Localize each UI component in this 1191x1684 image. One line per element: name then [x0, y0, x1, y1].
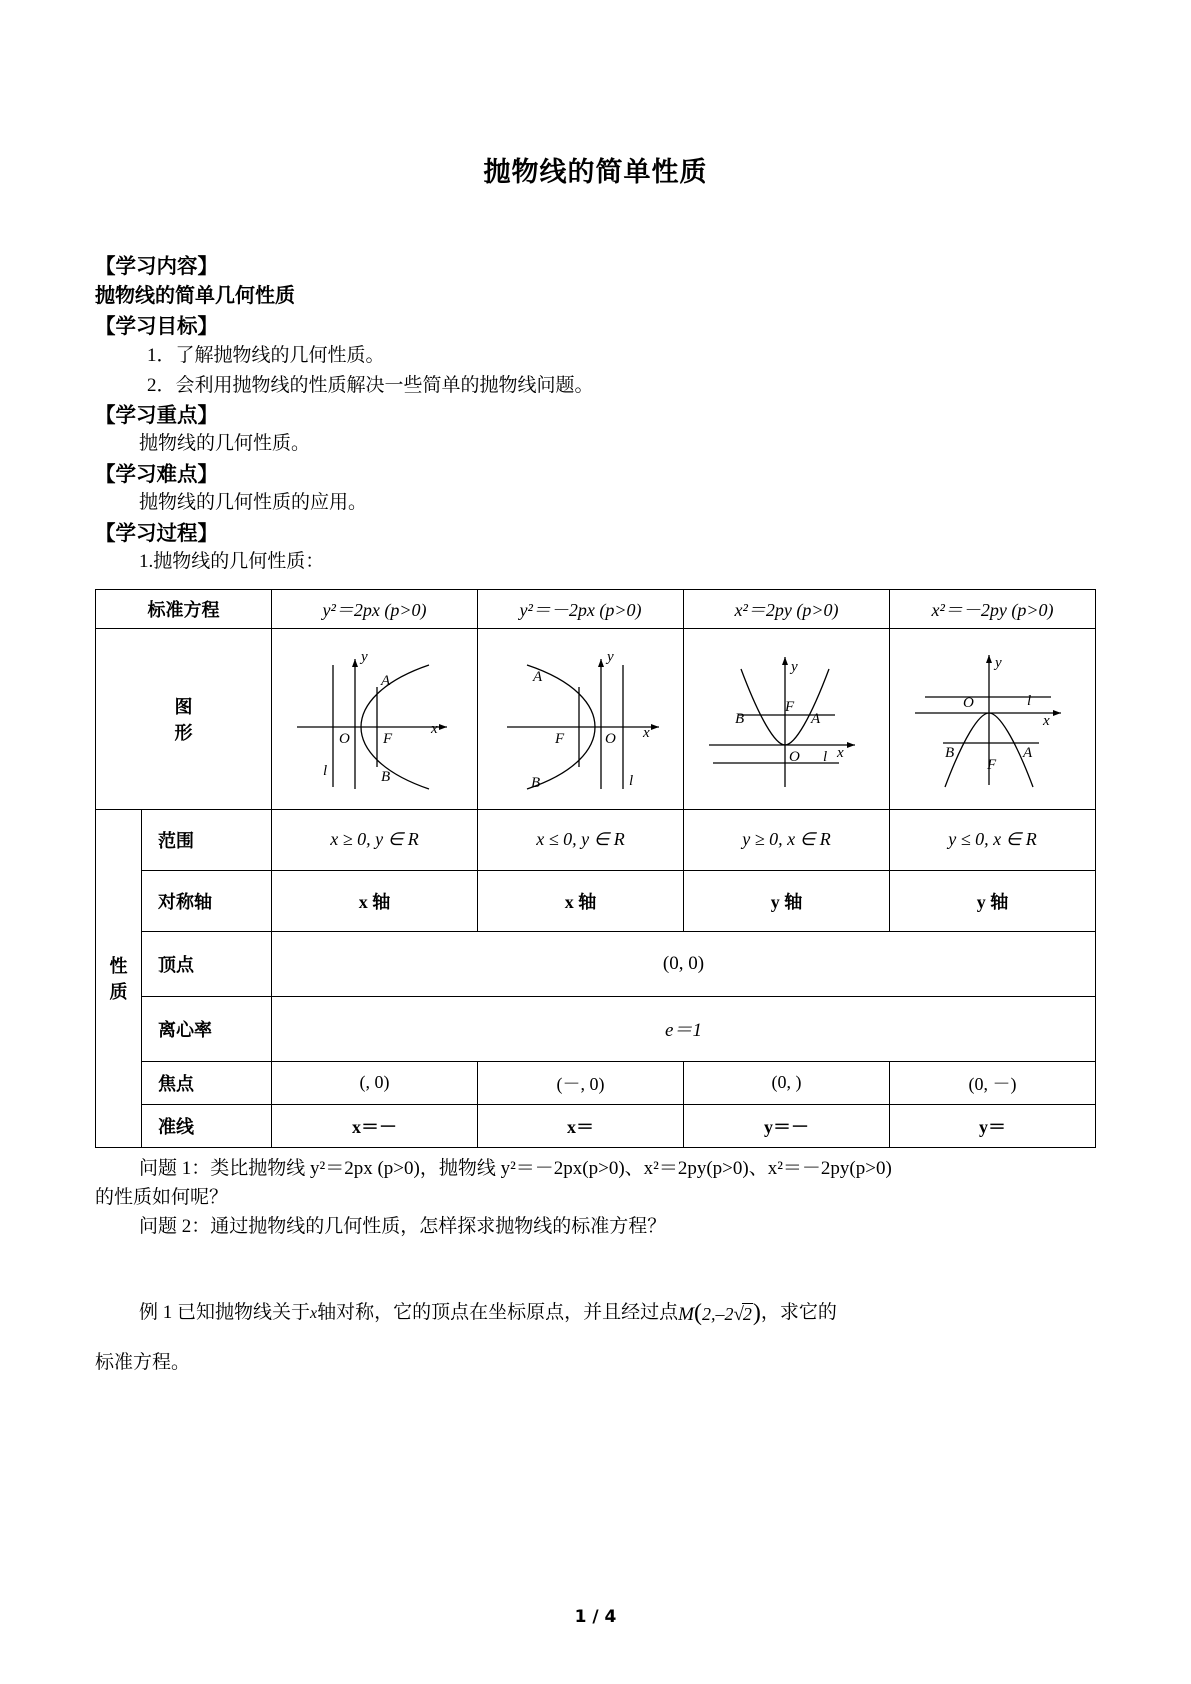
example-1-text-a: 例 1 已知抛物线关于 — [139, 1301, 311, 1323]
example-block — [95, 1286, 1096, 1385]
question-2-lead: 问题 2： — [139, 1216, 211, 1238]
directrix-cell-1: x＝－ — [272, 1104, 478, 1147]
process-item-1: 1.抛物线的几何性质： — [139, 551, 325, 573]
figure-3-label-O: O — [788, 748, 800, 765]
equation-cell-2: y²＝－2px (p>0) — [478, 589, 684, 628]
row-label-vertex: 顶点 — [142, 931, 272, 996]
question-1-text: 类比抛物线 y²＝2px (p>0)，抛物线 y²＝－2px(p>0)、x²＝2py(p>0)、x²＝－2py(p>0) — [210, 1157, 892, 1179]
example-1-point-label: M — [678, 1303, 694, 1325]
row-label-directrix: 准线 — [142, 1104, 272, 1147]
figure-2-label-O: O — [604, 730, 616, 747]
axis-cell-1: x 轴 — [272, 870, 478, 931]
figure-2-label-B: B — [530, 774, 540, 791]
figure-4-label-B: B — [944, 744, 954, 761]
goal-item-2: 2．会利用抛物线的性质解决一些简单的抛物线问题。 — [147, 374, 594, 396]
row-label-figure: 图 形 — [96, 628, 272, 809]
figure-cell-left-opening — [478, 628, 684, 809]
difficulty-text: 抛物线的几何性质的应用。 — [139, 492, 368, 514]
vertex-value: (0, 0) — [272, 931, 1096, 996]
parabola-figure-2 — [483, 639, 679, 799]
row-label-standard-equation: 标准方程 — [96, 589, 272, 628]
equation-cell-4: x²＝－2py (p>0) — [890, 589, 1096, 628]
questions-block — [95, 1154, 1096, 1242]
table-row-directrix — [96, 1104, 1096, 1147]
range-cell-2: x ≤ 0, y ∈ R — [478, 809, 684, 870]
table-row-focus — [96, 1061, 1096, 1104]
figure-3-label-y: y — [790, 658, 798, 675]
example-1-text-b: 轴对称，它的顶点在坐标原点，并且经过点 — [317, 1301, 679, 1323]
section-heading-keypoint: 【学习重点】 — [95, 403, 218, 428]
figure-1-label-A: A — [380, 672, 390, 689]
figure-4-label-A: A — [1022, 744, 1032, 761]
parabola-figure-4 — [895, 639, 1091, 799]
parabola-figure-1 — [277, 639, 473, 799]
focus-cell-4: (0, －) — [890, 1061, 1096, 1104]
focus-cell-2: (－, 0) — [478, 1061, 684, 1104]
question-2-line-1 — [95, 1212, 1096, 1241]
figure-4-label-y: y — [994, 654, 1002, 671]
row-label-range: 范围 — [142, 809, 272, 870]
parabola-figure-3 — [689, 639, 885, 799]
figure-cell-up-opening — [684, 628, 890, 809]
figure-3-label-F: F — [784, 698, 794, 715]
table-row-axis — [96, 870, 1096, 931]
table-row-figure — [96, 628, 1096, 809]
figure-3-label-B: B — [734, 710, 744, 727]
figure-2-label-A: A — [532, 668, 542, 685]
example-1-line-1 — [95, 1286, 1096, 1341]
axis-cell-2: x 轴 — [478, 870, 684, 931]
figure-4-label-O: O — [962, 694, 974, 711]
table-row-range — [96, 809, 1096, 870]
example-1-radicand: 2 — [742, 1303, 752, 1324]
figure-1-label-y: y — [360, 648, 368, 665]
section-heading-content: 【学习内容】 — [95, 254, 218, 278]
section-heading-difficulty: 【学习难点】 — [95, 461, 218, 486]
question-2-text: 通过抛物线的几何性质，怎样探求抛物线的标准方程？ — [210, 1216, 667, 1238]
axis-cell-3: y 轴 — [684, 870, 890, 931]
figure-1-label-F: F — [382, 730, 392, 747]
question-1-line-2: 的性质如何呢？ — [95, 1187, 229, 1209]
range-cell-3: y ≥ 0, x ∈ R — [684, 809, 890, 870]
axis-cell-4: y 轴 — [890, 870, 1096, 931]
page-title: 抛物线的简单性质 — [483, 157, 708, 188]
example-1-line-2: 标准方程。 — [95, 1352, 191, 1374]
figure-cell-right-opening — [272, 628, 478, 809]
question-1-lead: 问题 1： — [139, 1157, 211, 1179]
table-row-eccentricity — [96, 996, 1096, 1061]
figure-4-label-l: l — [1026, 692, 1031, 709]
row-label-axis: 对称轴 — [142, 870, 272, 931]
figure-1-label-l: l — [322, 762, 327, 779]
section-subtitle: 抛物线的简单几何性质 — [95, 283, 295, 308]
figure-3-label-x: x — [836, 744, 844, 761]
table-row-vertex — [96, 931, 1096, 996]
focus-cell-1: (, 0) — [272, 1061, 478, 1104]
range-cell-1: x ≥ 0, y ∈ R — [272, 809, 478, 870]
figure-2-label-y: y — [606, 648, 614, 665]
example-1-text-c: ，求它的 — [760, 1301, 837, 1323]
eccentricity-value: e＝1 — [272, 996, 1096, 1061]
figure-4-label-x: x — [1042, 712, 1050, 729]
directrix-cell-2: x＝ — [478, 1104, 684, 1147]
equation-cell-3: x²＝2py (p>0) — [684, 589, 890, 628]
section-heading-goals: 【学习目标】 — [95, 313, 218, 338]
figure-cell-down-opening — [890, 628, 1096, 809]
example-1-point: M(2,–2√2) — [678, 1299, 761, 1326]
figure-3-label-l: l — [822, 748, 827, 765]
figure-1-label-O: O — [338, 730, 350, 747]
directrix-cell-3: y＝－ — [684, 1104, 890, 1147]
properties-table — [95, 589, 1096, 1148]
range-cell-4: y ≤ 0, x ∈ R — [890, 809, 1096, 870]
equation-cell-1: y²＝2px (p>0) — [272, 589, 478, 628]
row-label-eccentricity: 离心率 — [142, 996, 272, 1061]
example-1-var-x: x — [310, 1304, 318, 1322]
figure-2-label-x: x — [642, 724, 650, 741]
focus-cell-3: (0, ) — [684, 1061, 890, 1104]
figure-1-label-x: x — [430, 720, 438, 737]
table-row-standard-equation — [96, 589, 1096, 628]
figure-3-label-A: A — [810, 710, 820, 727]
keypoint-text: 抛物线的几何性质。 — [139, 433, 311, 455]
goal-item-1: 1．了解抛物线的几何性质。 — [147, 345, 385, 367]
figure-4-label-F: F — [986, 756, 996, 773]
figure-1-label-B: B — [380, 768, 390, 785]
section-heading-process: 【学习过程】 — [95, 520, 218, 545]
page-footer: 1 / 4 — [574, 1607, 617, 1627]
row-label-focus: 焦点 — [142, 1061, 272, 1104]
lesson-outline — [95, 251, 1096, 577]
question-1-line-1 — [95, 1154, 1096, 1183]
example-1-point-expr: 2,–2 — [701, 1303, 734, 1324]
figure-2-label-F: F — [554, 730, 564, 747]
row-label-properties: 性 质 — [96, 809, 142, 1147]
directrix-cell-4: y＝ — [890, 1104, 1096, 1147]
figure-2-label-l: l — [628, 772, 633, 789]
